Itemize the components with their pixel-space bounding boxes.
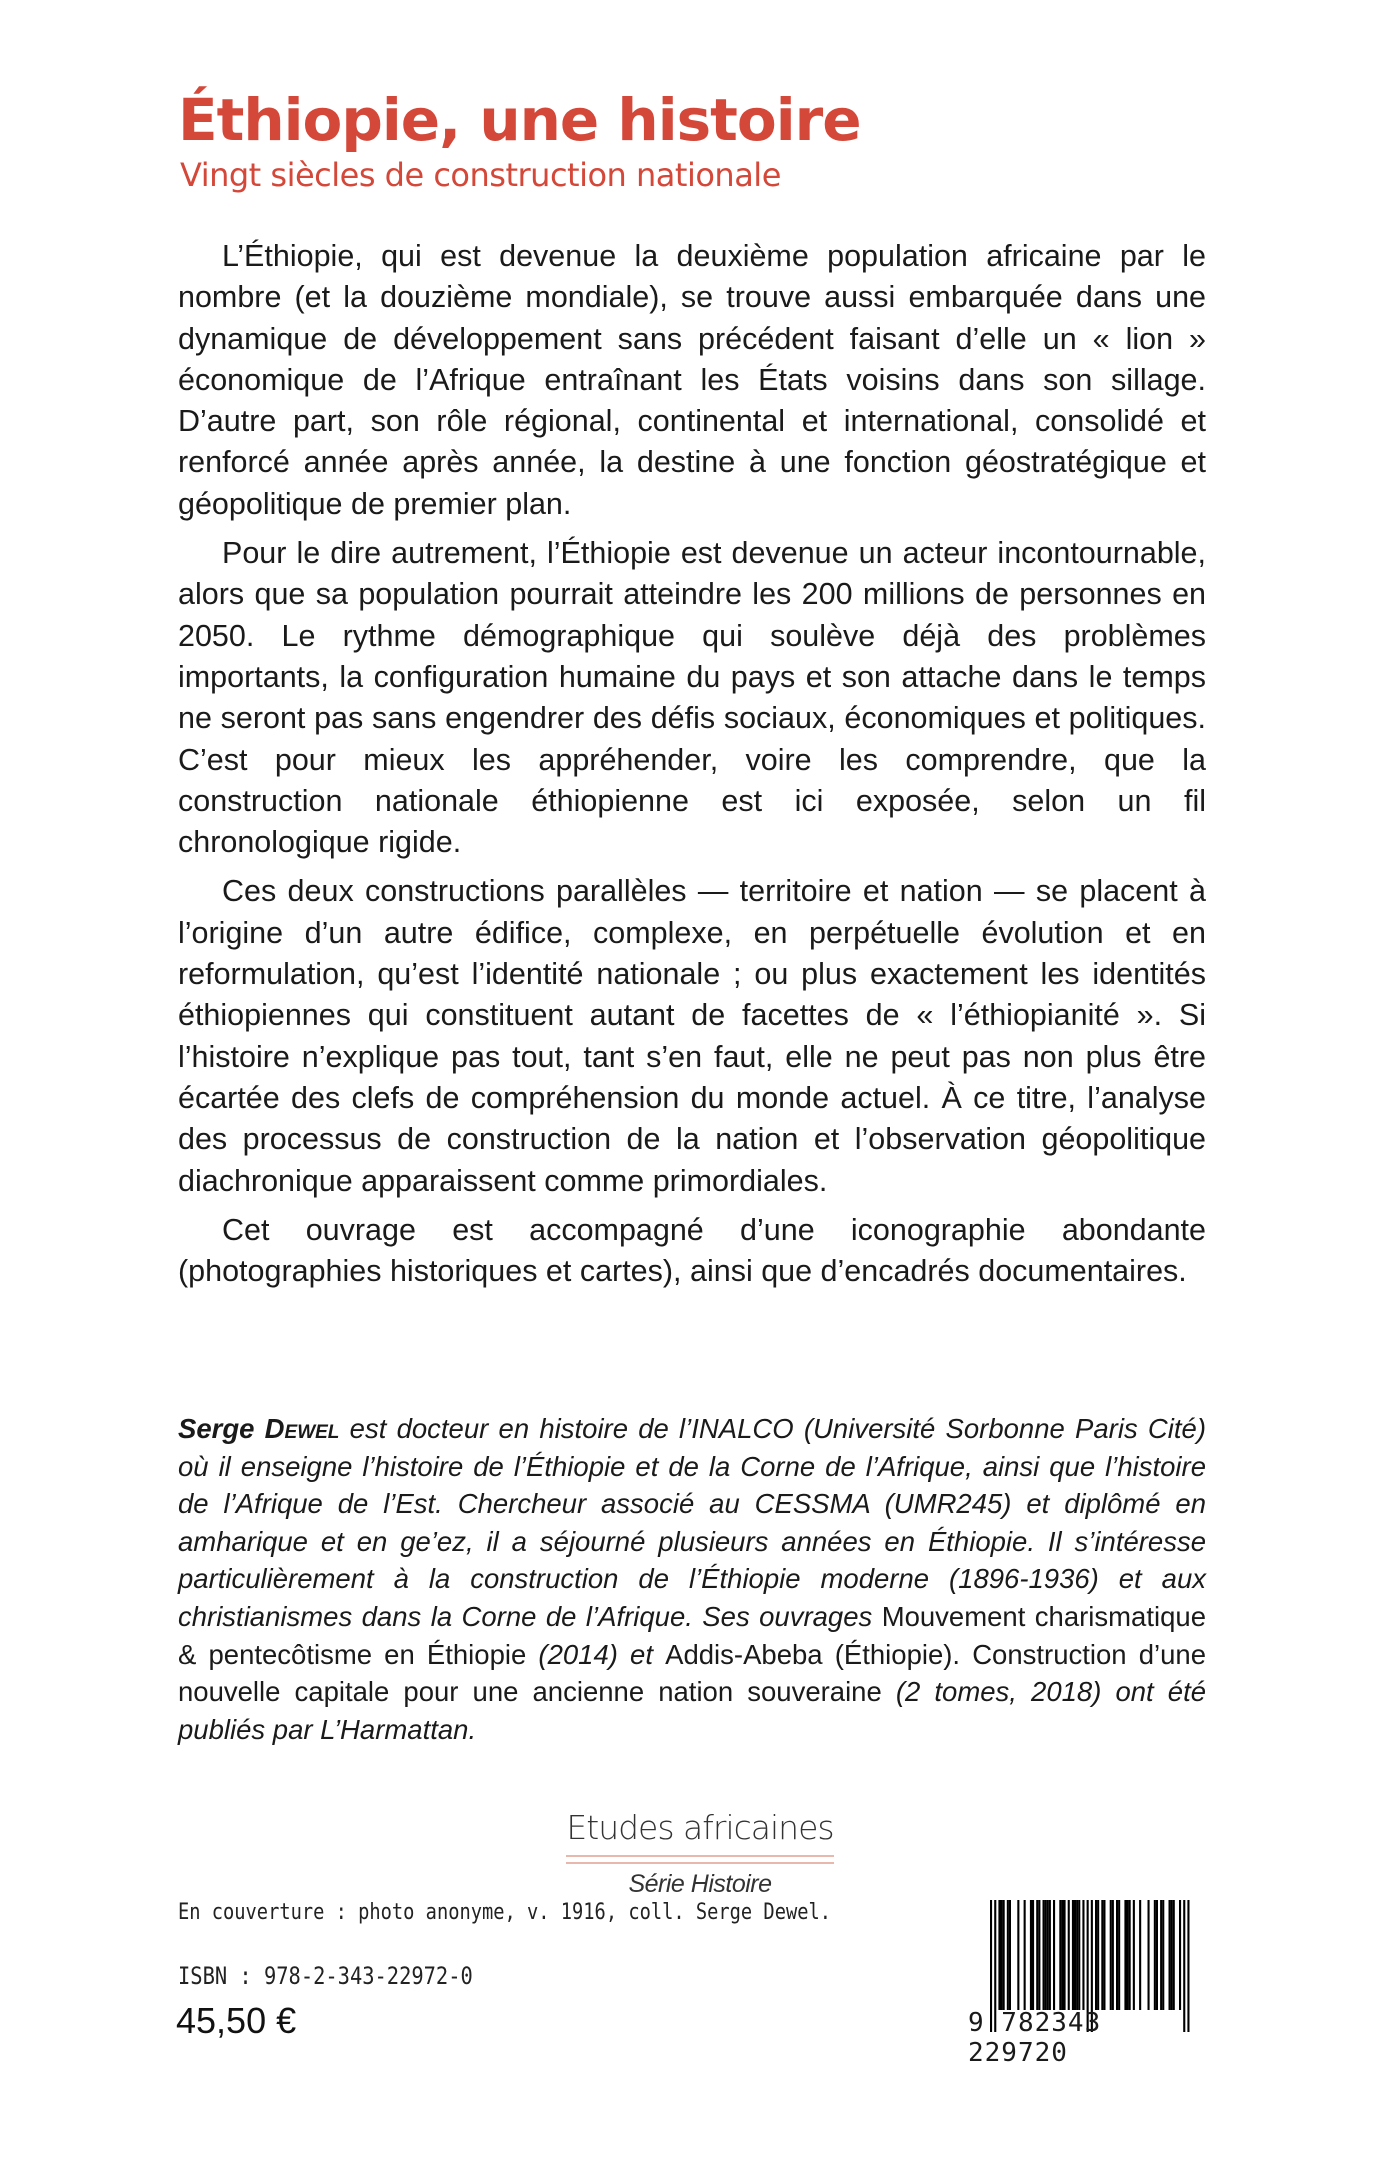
barcode-bar — [1173, 1900, 1175, 2010]
barcode-bar — [1129, 1900, 1131, 2010]
author-last-name: Dewel — [264, 1413, 340, 1444]
barcode-bar — [1078, 1900, 1080, 2010]
barcode-bar — [1043, 1900, 1045, 2010]
barcode — [968, 1900, 1208, 2068]
barcode-bar — [1038, 1900, 1040, 2010]
barcode-bar — [1118, 1900, 1120, 2010]
barcode-bar — [1148, 1900, 1150, 2010]
book-reference: Mouvement charismatique & pentecôtisme en Éthiopie — [178, 1600, 1206, 1670]
barcode-bar — [1095, 1900, 1097, 2010]
book-title: Éthiopie, une histoire — [178, 86, 861, 154]
cover-credit: En couverture : photo anonyme, v. 1916, coll. Serge Dewel. — [178, 1900, 831, 1925]
barcode-bar — [1061, 1900, 1063, 2010]
price: 45,50 € — [176, 2000, 297, 2041]
barcode-bar — [1049, 1900, 1051, 2010]
barcode-bar — [1127, 1900, 1129, 2010]
barcode-bar — [1156, 1900, 1158, 2010]
series-sub: Série Histoire — [628, 1870, 772, 1898]
barcode-bar — [1001, 1900, 1003, 2010]
blurb-paragraph: Pour le dire autrement, l’Éthiopie est devenue un acteur incontournable, alors que sa population pourrait atteindre les 200 millions de personnes en 2050. Le rythme démographique qui soulève déjà des problèmes importants, la configuration humaine du pays et son attache dans le temps ne seront pas sans engendrer des défis sociaux, économiques et politiques. C’est pour mieux les appréhender, voire les comprendre, que la construction nationale éthiopienne est ici exposée, selon un fil chronologique rigide. — [178, 536, 1206, 860]
barcode-bar — [1059, 1900, 1061, 2010]
barcode-bar — [1003, 1900, 1005, 2010]
barcode-bar — [1072, 1900, 1074, 2010]
book-subtitle: Vingt siècles de construction nationale — [180, 156, 781, 194]
barcode-bar — [1082, 1900, 1084, 2010]
blurb-paragraph: Ces deux constructions parallèles — territoire et nation — se placent à l’origine d’un autre édifice, complexe, en perpétuelle évolution et en reformulation, qu’est l’identité nationale ; ou plus exactement les identités éthiopiennes qui constituent autant de facettes de « l’éthiopianité ». Si l’histoire n’explique pas tout, tant s’en faut, elle ne peut pas non plus être écartée des clefs de compréhension du monde actuel. À ce titre, l’analyse des processus de construction de la nation et l’observation géopolitique diachronique apparaissent comme primordiales. — [178, 874, 1206, 1198]
barcode-bar — [1116, 1900, 1118, 2010]
barcode-bar — [1171, 1900, 1173, 2010]
barcode-bar — [1097, 1900, 1099, 2010]
barcode-bar — [1179, 1900, 1181, 2010]
isbn: ISBN : 978-2-343-22972-0 — [178, 1962, 473, 1990]
barcode-bar — [1030, 1900, 1032, 2010]
barcode-bar — [1074, 1900, 1076, 2010]
barcode-bar — [1124, 1900, 1126, 2010]
barcode-bar — [1160, 1900, 1162, 2010]
barcode-bar — [1076, 1900, 1078, 2010]
series-name: Etudes africaines — [566, 1808, 834, 1847]
barcode-bar — [1024, 1900, 1026, 2010]
barcode-bar — [1047, 1900, 1049, 2010]
barcode-bar — [1112, 1900, 1114, 2010]
barcode-number: 9 782343 229720 — [968, 2008, 1102, 2068]
blurb — [178, 236, 1206, 1300]
barcode-bar — [1032, 1900, 1034, 2010]
blurb-paragraph: L’Éthiopie, qui est devenue la deuxième population africaine par le nombre (et la douzième mondiale), se trouve aussi embarquée dans une dynamique de développement sans précédent faisant d’elle un « lion » économique de l’Afrique entraînant les États voisins dans son sillage. D’autre part, son rôle régional, continental et international, consolidé et renforcé année après année, la destine à une fonction géostratégique et géopolitique de premier plan. — [178, 239, 1206, 521]
barcode-bar — [1036, 1900, 1038, 2010]
barcode-bar — [1009, 1900, 1011, 2010]
barcode-bar — [1017, 1900, 1019, 2010]
barcode-bar — [1154, 1900, 1156, 2010]
author-bio — [178, 1410, 1206, 1748]
barcode-bar — [998, 1900, 1000, 2010]
barcode-bar — [1101, 1900, 1103, 2010]
bio-text: est docteur en histoire de l’INALCO (Université Sorbonne Paris Cité) où il enseigne l’histoire de l’Éthiopie et de la Corne de l’Afrique, ainsi que l’histoire de l’Afrique de l’Est. Chercheur associé au CESSMA (UMR245) et diplômé en amharique et en ge’ez, il a séjourné plusieurs années en Éthiopie. Il s’intéresse particulièrement à la construction de l’Éthiopie moderne (1896-1936) et aux christianismes dans la Corne de l’Afrique. Ses ouvrages — [178, 1413, 1206, 1632]
barcode-bar — [1064, 1900, 1066, 2010]
barcode-bar — [1133, 1900, 1135, 2010]
barcode-bar — [1169, 1900, 1171, 2010]
barcode-bar — [1139, 1900, 1141, 2010]
series-divider — [566, 1855, 834, 1864]
barcode-bar — [1053, 1900, 1055, 2010]
barcode-bar — [1007, 1900, 1009, 2010]
bio-text: (2014) et — [526, 1638, 666, 1670]
barcode-bar — [1110, 1900, 1112, 2010]
barcode-bar — [1162, 1900, 1164, 2010]
book-reference: Addis-Abeba (Éthiopie). Construction d’une nouvelle capitale pour une ancienne nation souveraine — [178, 1638, 1206, 1708]
barcode-bar — [1068, 1900, 1070, 2010]
bio-text: (2 tomes, 2018) ont été publiés par L’Harmattan. — [178, 1676, 1206, 1745]
barcode-bar — [1045, 1900, 1047, 2010]
barcode-bar — [1103, 1900, 1105, 2010]
author-first-name: Serge — [178, 1413, 265, 1444]
series-logo — [560, 1808, 840, 1899]
blurb-paragraph: Cet ouvrage est accompagné d’une iconographie abondante (photographies historiques et cartes), ainsi que d’encadrés documentaires. — [178, 1212, 1206, 1289]
